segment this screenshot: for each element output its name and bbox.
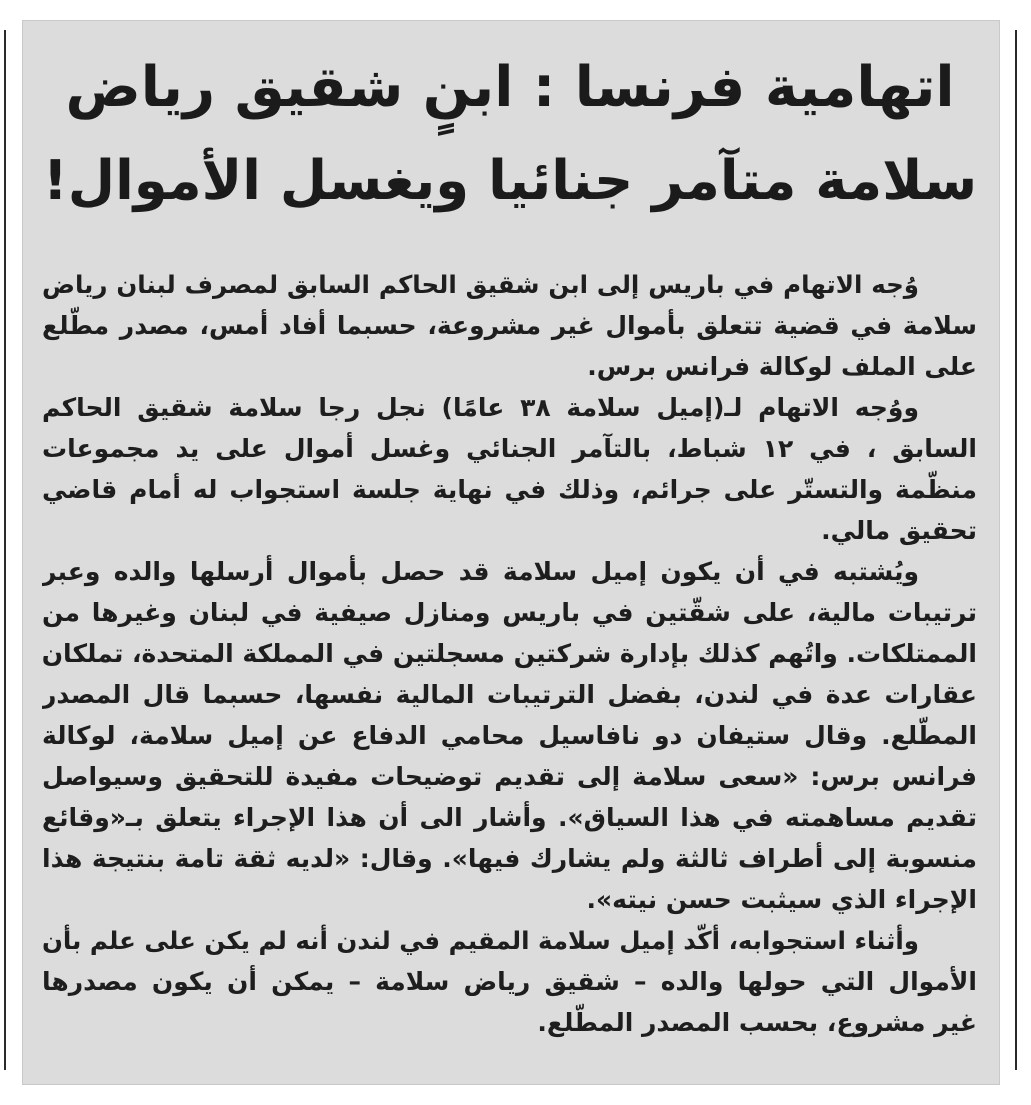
text-line: الأموال التي حولها والده – شقيق رياض سلامة – يمكن أن يكون مصدرها <box>42 967 977 996</box>
text-line: تحقيق مالي. <box>821 516 977 545</box>
text-line: السابق ، في ١٢ شباط، بالتآمر الجنائي وغسل أموال على يد مجموعات <box>42 434 977 463</box>
text-line: المطّلع. وقال ستيفان دو نافاسيل محامي الدفاع عن إميل سلامة، لوكالة <box>42 721 977 750</box>
paragraph <box>42 920 977 1043</box>
text-line: ويُشتبه في أن يكون إميل سلامة قد حصل بأموال أرسلها والده وعبر <box>42 557 919 586</box>
paragraph <box>42 264 977 387</box>
text-line: منسوبة إلى أطراف ثالثة ولم يشارك فيها». وقال: «لديه ثقة تامة بنتيجة هذا <box>42 844 977 873</box>
text-line: منظّمة والتستّر على جرائم، وذلك في نهاية جلسة استجواب له أمام قاضي <box>42 475 977 504</box>
column-divider-left <box>4 30 6 1070</box>
text-line: على الملف لوكالة فرانس برس. <box>587 352 977 381</box>
headline-line: اتهامية فرنسا : ابنٍ شقيق رياض <box>65 55 955 120</box>
text-line: سلامة في قضية تتعلق بأموال غير مشروعة، حسبما أفاد أمس، مصدر مطّلع <box>42 311 977 340</box>
text-line: غير مشروع، بحسب المصدر المطّلع. <box>537 1008 977 1037</box>
text-line: الإجراء الذي سيثبت حسن نيته». <box>586 885 977 914</box>
headline-line: سلامة متآمر جنائيا ويغسل الأموال! <box>42 148 978 212</box>
text-line: عقارات عدة في لندن، بفضل الترتيبات المالية نفسها، حسبما قال المصدر <box>42 680 977 709</box>
text-line: تقديم مساهمته في هذا السياق». وأشار الى أن هذا الإجراء يتعلق بـ«وقائع <box>42 803 977 832</box>
paragraph <box>42 387 977 551</box>
text-line: فرانس برس: «سعى سلامة إلى تقديم توضيحات مفيدة للتحقيق وسيواصل <box>42 762 977 791</box>
text-line: وُجه الاتهام في باريس إلى ابن شقيق الحاكم السابق لمصرف لبنان رياض <box>42 270 919 299</box>
text-line: وأثناء استجوابه، أكّد إميل سلامة المقيم في لندن أنه لم يكن على علم بأن <box>42 926 919 955</box>
article-body <box>42 264 977 1043</box>
text-line: ووُجه الاتهام لـ(إميل سلامة ٣٨ عامًا) نجل رجا سلامة شقيق الحاكم <box>42 393 919 422</box>
text-line: الممتلكات. واتُهم كذلك بإدارة شركتين مسجلتين في المملكة المتحدة، تملكان <box>42 639 977 668</box>
headline <box>40 42 980 226</box>
text-line: ترتيبات مالية، على شقّتين في باريس ومنازل صيفية في لبنان وغيرها من <box>42 598 977 627</box>
column-divider-right <box>1015 30 1017 1070</box>
paragraph <box>42 551 977 920</box>
